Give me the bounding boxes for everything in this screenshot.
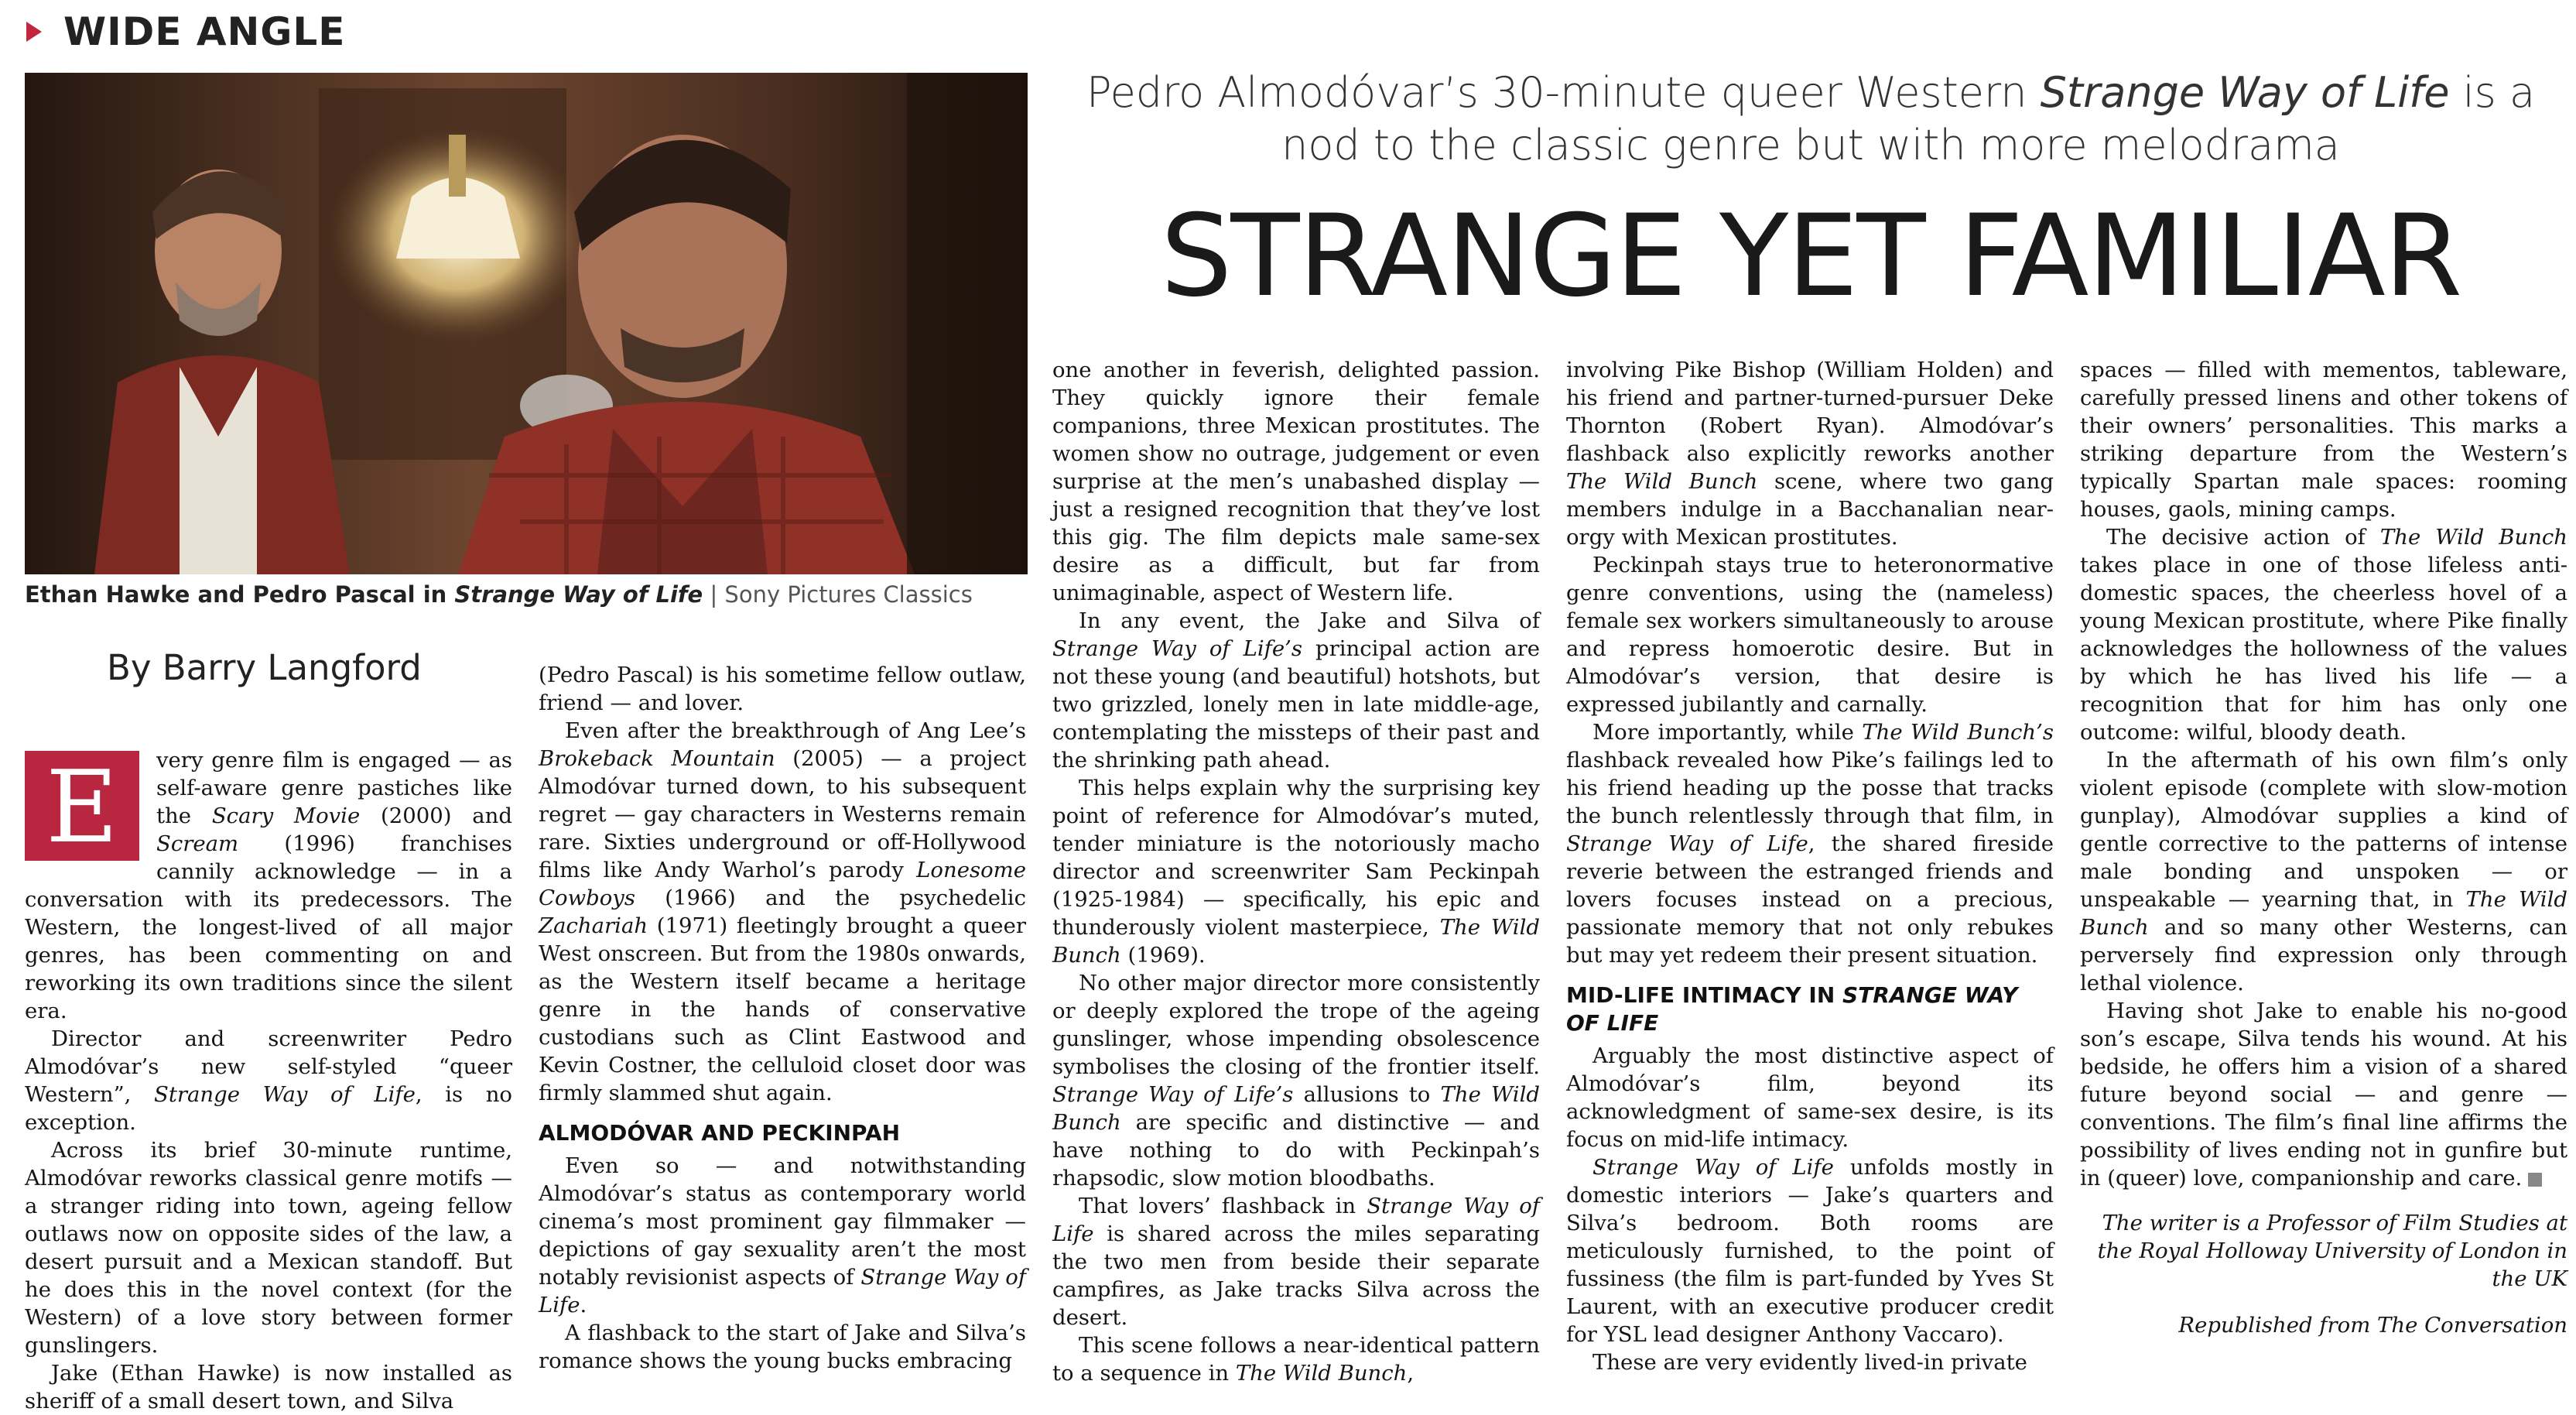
paragraph: Having shot Jake to enable his no-good son’s escape, Silva tends his wound. At his bedside, he offers him a vision of a shared future beyond social — and genre — conventions. The film’s final line affirms the possibility of lives ending not in gunfire but in (queer) love, companionship and care.	[2080, 999, 2567, 1191]
section-label: WIDE ANGLE	[63, 9, 346, 54]
paragraph: E very genre film is engaged — as self-aware genre pastiches like the Scary Movie (2000) and Scream (1996) franchises cannily acknowledge — in a conversation with its predecessors. The Western, the longest-lived of all major genres, has been commenting on and reworking its own traditions since the silent era.	[25, 748, 512, 1023]
caption-credit: | Sony Pictures Classics	[710, 581, 973, 608]
subheading	[1566, 982, 2054, 1037]
photo-caption	[25, 577, 1031, 612]
author-bio: The writer is a Professor of Film Studies at the Royal Holloway University of London in the UK	[2097, 1211, 2567, 1291]
byline: By Barry Langford	[107, 647, 422, 688]
article-column-1	[25, 746, 512, 1413]
paragraph: A flashback to the start of Jake and Silva’s romance shows the young bucks embracing	[539, 1321, 1026, 1373]
paragraph: spaces — filled with mementos, tableware, carefully pressed linens and other tokens of their owners’ personalities. This marks a striking departure from the Western’s typically Spartan male spaces: rooming houses, gaols, mining camps.	[2080, 358, 2567, 522]
paragraph: In the aftermath of his own film’s only violent episode (complete with slow-motion gunplay), Almodóvar supplies a kind of gentle corrective to the patterns of intense male bonding and unspoken — or unspeakable — yearning that, in The Wild Bunch and so many other Westerns, can perversely find expression only through lethal violence.	[2080, 748, 2567, 995]
standfirst-text: Pedro Almodóvar’s 30-minute queer Western	[1086, 68, 2041, 117]
standfirst-film-title: Strange Way of Life	[2040, 68, 2450, 117]
republished-note: Republished from The Conversation	[2178, 1313, 2567, 1338]
paragraph: This helps explain why the surprising key point of reference for Almodóvar’s muted, tender miniature is the notoriously macho director and screenwriter Sam Peckinpah (1925-1984) — specifically, his epic and thunderously violent masterpiece, The Wild Bunch (1969).	[1052, 776, 1540, 968]
paragraph: These are very evidently lived-in private	[1592, 1350, 2027, 1375]
subheading-film-title: STRANGE WAY OF LIFE	[1566, 982, 2018, 1036]
article-column-5	[2080, 356, 2567, 1393]
photo-illustration	[25, 73, 1028, 574]
paragraph: involving Pike Bishop (William Holden) and his friend and partner-turned-pursuer Deke Thornton (Robert Ryan). Almodóvar’s flashback also explicitly reworks another The Wild Bunch scene, where two gang members indulge in a Bacchanalian near-orgy with Mexican prostitutes.	[1566, 358, 2054, 550]
article-column-4	[1566, 356, 2054, 1393]
paragraph: More importantly, while The Wild Bunch’s flashback revealed how Pike’s failings led to his friend heading up the posse that tracks the bunch relentlessly through that film, in Strange Way of Life, the shared fireside reverie between the estranged friends and lovers focuses instead on a precious, passionate memory that not only rebukes but may yet redeem their present situation.	[1566, 720, 2054, 968]
paragraph: Strange Way of Life unfolds mostly in domestic interiors — Jake’s quarters and Silva’s bedroom. Both rooms are meticulously furnished, to the point of fussiness (the film is part-funded by Yves St Laurent, with an executive producer credit for YSL lead designer Anthony Vaccaro).	[1566, 1155, 2054, 1347]
paragraph: one another in feverish, delighted passion. They quickly ignore their female companions, three Mexican prostitutes. The women show no outrage, judgement or even surprise at the men’s unabashed display — just a resigned recognition that they’ve lost this gig. The film depicts male same-sex desire as a difficult, but far from unimaginable, aspect of Western life.	[1052, 358, 1540, 605]
headline: STRANGE YET FAMILIAR	[1160, 190, 2461, 322]
subheading-text: MID-LIFE INTIMACY IN	[1566, 982, 1842, 1008]
paragraph: Across its brief 30-minute runtime, Almodóvar reworks classical genre motifs — a stranger riding into town, ageing fellow outlaws now on opposite sides of the law, a desert pursuit and a Mexican standoff. But he does this in the novel context (for the Western) of a love story between former gunslingers.	[25, 1138, 512, 1358]
paragraph: Director and screenwriter Pedro Almodóvar’s new self-styled “queer Western”, Strange Way of Life, is no exception.	[25, 1026, 512, 1135]
caption-film-title: Strange Way of Life	[454, 581, 703, 608]
article-column-2	[539, 661, 1026, 1389]
paragraph: Peckinpah stays true to heteronormative genre conventions, using the (nameless) female sex workers simultaneously to arouse and repress homoerotic desire. But in Almodóvar’s version, that desire is expressed jubilantly and carnally.	[1566, 553, 2054, 717]
paragraph: That lovers’ flashback in Strange Way of Life is shared across the miles separating the two men from beside their separate campfires, as Jake tracks Silva across the desert.	[1052, 1194, 1540, 1330]
drop-cap: E	[25, 751, 139, 861]
paragraph: Even after the breakthrough of Ang Lee’s Brokeback Mountain (2005) — a project Almodóvar turned down, to his subsequent regret — gay characters in Westerns remain rare. Sixties underground or off-Hollywood films like Andy Warhol’s parody Lonesome Cowboys (1966) and the psychedelic Zachariah (1971) fleetingly brought a queer West onscreen. But from the 1980s onwards, as the Western itself became a heritage genre in the hands of conservative custodians such as Clint Eastwood and Kevin Costner, the celluloid closet door was firmly slammed shut again.	[539, 718, 1026, 1105]
paragraph: Even so — and notwithstanding Almodóvar’s status as contemporary world cinema’s most prominent gay filmmaker — depictions of gay sexuality aren’t the most notably revisionist aspects of Strange Way of Life.	[539, 1153, 1027, 1317]
caption-names: Ethan Hawke and Pedro Pascal in	[25, 581, 455, 608]
paragraph: This scene follows a near-identical pattern to a sequence in The Wild Bunch,	[1052, 1333, 1540, 1386]
article-photo	[25, 73, 1028, 574]
paragraph: No other major director more consistently or deeply explored the trope of the ageing gunslinger, whose impending obsolescence symbolises the closing of the frontier itself. Strange Way of Life’s allusions to The Wild Bunch are specific and distinctive — and have nothing to do with Peckinpah’s rhapsodic, slow motion bloodbaths.	[1052, 971, 1540, 1191]
paragraph: (Pedro Pascal) is his sometime fellow outlaw, friend — and lover.	[539, 663, 1026, 715]
paragraph: In any event, the Jake and Silva of Strange Way of Life’s principal action are not these young (and beautiful) hotshots, but two grizzled, lonely men in late middle-age, contemplating the missteps of their past and the shrinking path ahead.	[1052, 608, 1541, 773]
paragraph: Jake (Ethan Hawke) is now installed as sheriff of a small desert town, and Silva	[25, 1361, 512, 1413]
paragraph: The decisive action of The Wild Bunch takes place in one of those lifeless anti-domestic spaces, the cheerless hovel of a young Mexican prostitute, where Pike finally acknowledges the hollowness of the values by which he has lived his life — a recognition that for him has only one outcome: wilful, bloody death.	[2080, 525, 2567, 745]
paragraph: Arguably the most distinctive aspect of Almodóvar’s film, beyond its acknowledgment of same-sex desire, is its focus on mid-life intimacy.	[1566, 1043, 2054, 1152]
subheading: ALMODÓVAR AND PECKINPAH	[539, 1120, 901, 1146]
triangle-right-icon	[26, 22, 42, 42]
section-tag	[26, 3, 345, 60]
standfirst	[1068, 67, 2554, 172]
article-column-3	[1052, 356, 1540, 1393]
square-icon	[2528, 1173, 2542, 1187]
standfirst-text-end: is a nod to the classic genre but with more melodrama	[1281, 68, 2536, 170]
